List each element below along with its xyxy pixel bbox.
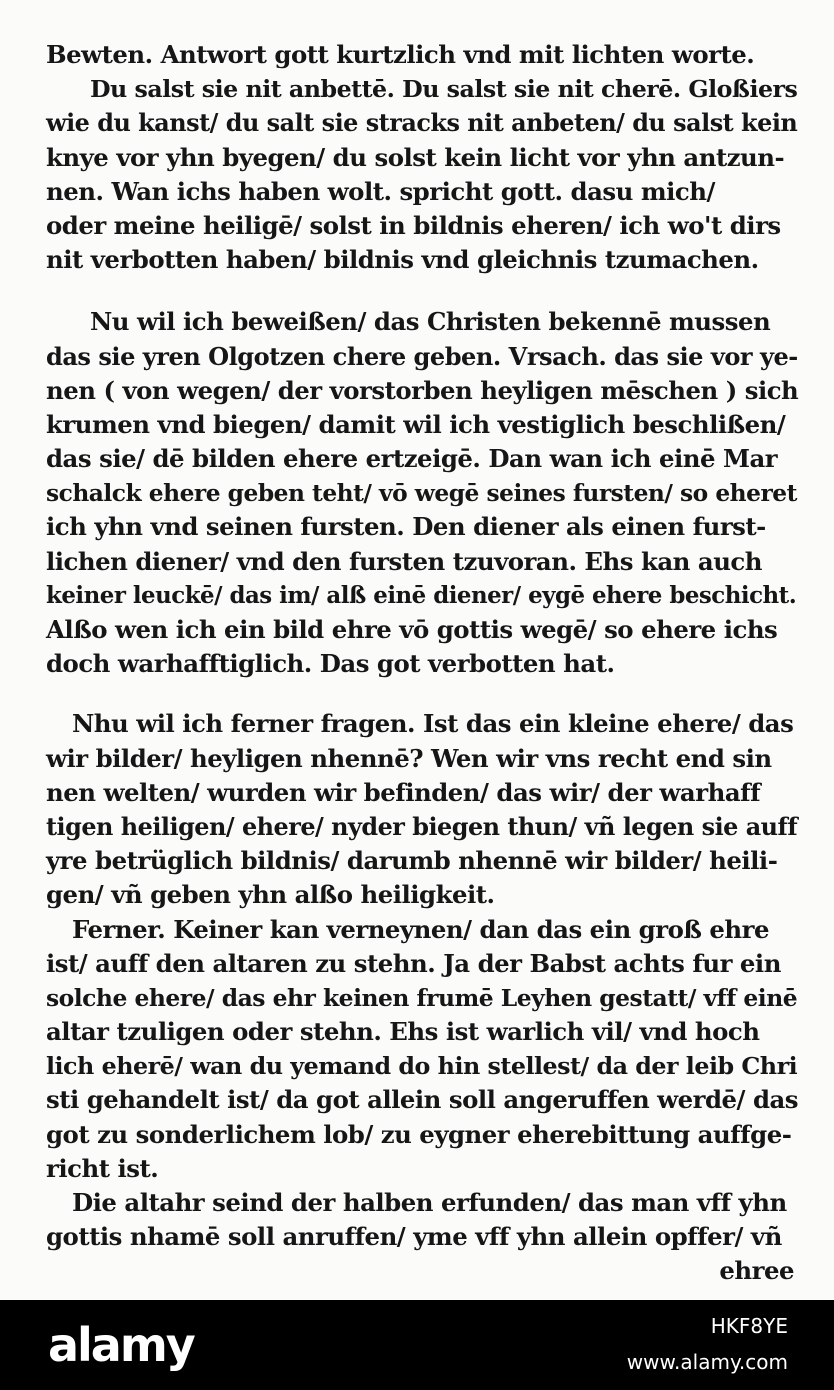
image-id: HKF8YE xyxy=(710,1314,788,1338)
text-line: Nhu wil ich ferner fragen. Ist das ein kleine ehere/ das xyxy=(72,709,794,739)
text-line: knye vor yhn byegen/ du solst kein licht vor yhn antzun- xyxy=(46,142,785,172)
text-line: nen ( von wegen/ der vorstorben heyligen mēschen ) sich xyxy=(46,375,799,405)
text-line: lichen diener/ vnd den fursten tzuvoran. Ehs kan auch xyxy=(46,546,763,576)
document-text xyxy=(46,38,798,1289)
text-line: sti gehandelt ist/ da got allein soll angeruffen werdē/ das xyxy=(46,1085,798,1115)
text-line: lich eherē/ wan du yemand do hin stellest/ da der leib Chri xyxy=(46,1052,798,1081)
text-line: Du salst sie nit anbettē. Du salst sie nit cherē. Gloßiers xyxy=(90,75,798,104)
text-line: gen/ vñ geben yhn alßo heiligkeit. xyxy=(46,880,495,910)
text-line: krumen vnd biegen/ damit wil ich vestiglich beschlißen/ xyxy=(46,409,786,439)
text-line: wie du kanst/ du salt sie stracks nit anbeten/ du salst kein xyxy=(46,109,798,138)
text-line: got zu sonderlichem lob/ zu eygner eherebittung auffge- xyxy=(46,1119,792,1149)
catchword: ehree xyxy=(719,1256,794,1286)
text-line: keiner leuckē/ das im/ alß einē diener/ eygē ehere beschicht. xyxy=(46,581,797,609)
text-line: richt ist. xyxy=(46,1153,159,1183)
text-line: altar tzuligen oder stehn. Ehs ist warlich vil/ vnd hoch xyxy=(46,1017,760,1047)
text-line: Bewten. Antwort gott kurtzlich vnd mit lichten worte. xyxy=(46,40,755,69)
text-line: solche ehere/ das ehr keinen frumē Leyhen gestatt/ vff einē xyxy=(46,983,798,1012)
alamy-logo: alamy xyxy=(48,1318,194,1372)
text-line: Alßo wen ich ein bild ehre vō gottis wegē/ so ehere ichs xyxy=(46,615,778,644)
text-line: gottis nhamē soll anruffen/ yme vff yhn allein opffer/ vñ xyxy=(46,1222,782,1252)
text-line: nen welten/ wurden wir befinden/ das wir/ der warhaff xyxy=(46,777,761,807)
text-line: wir bilder/ heyligen nhennē? Wen wir vns recht end sin xyxy=(46,743,772,773)
text-line: schalck ehere geben teht/ vō wegē seines fursten/ so eheret xyxy=(46,479,797,508)
watermark-banner xyxy=(0,1300,834,1390)
paragraph-gap xyxy=(46,681,798,707)
text-line: Die altahr seind der halben erfunden/ das man vff yhn xyxy=(72,1188,787,1217)
text-line: oder meine heiligē/ solst in bildnis eheren/ ich wo't dirs xyxy=(46,210,781,240)
text-line: doch warhafftiglich. Das got verbotten hat. xyxy=(46,649,615,679)
text-line: Nu wil ich beweißen/ das Christen bekennē mussen xyxy=(90,307,771,337)
text-line: ich yhn vnd seinen fursten. Den diener als einen furst- xyxy=(46,512,766,542)
text-line: yre betrüglich bildnis/ darumb nhennē wir bilder/ heili- xyxy=(46,846,778,876)
text-line: das sie/ dē bilden ehere ertzeigē. Dan wan ich einē Mar xyxy=(46,444,778,474)
text-line: ist/ auff den altaren zu stehn. Ja der Babst achts fur ein xyxy=(46,948,781,978)
text-line: nit verbotten haben/ bildnis vnd gleichnis tzumachen. xyxy=(46,245,759,275)
text-line: Ferner. Keiner kan verneynen/ dan das ein groß ehre xyxy=(72,914,769,944)
text-line: tigen heiligen/ ehere/ nyder biegen thun/ vñ legen sie auff xyxy=(46,812,798,841)
paragraph-gap xyxy=(46,277,798,305)
text-line: nen. Wan ichs haben wolt. spricht gott. dasu mich/ xyxy=(46,176,715,206)
text-line: das sie yren Olgotzen chere geben. Vrsach. das sie vor ye- xyxy=(46,341,798,371)
site-url: www.alamy.com xyxy=(626,1350,788,1374)
